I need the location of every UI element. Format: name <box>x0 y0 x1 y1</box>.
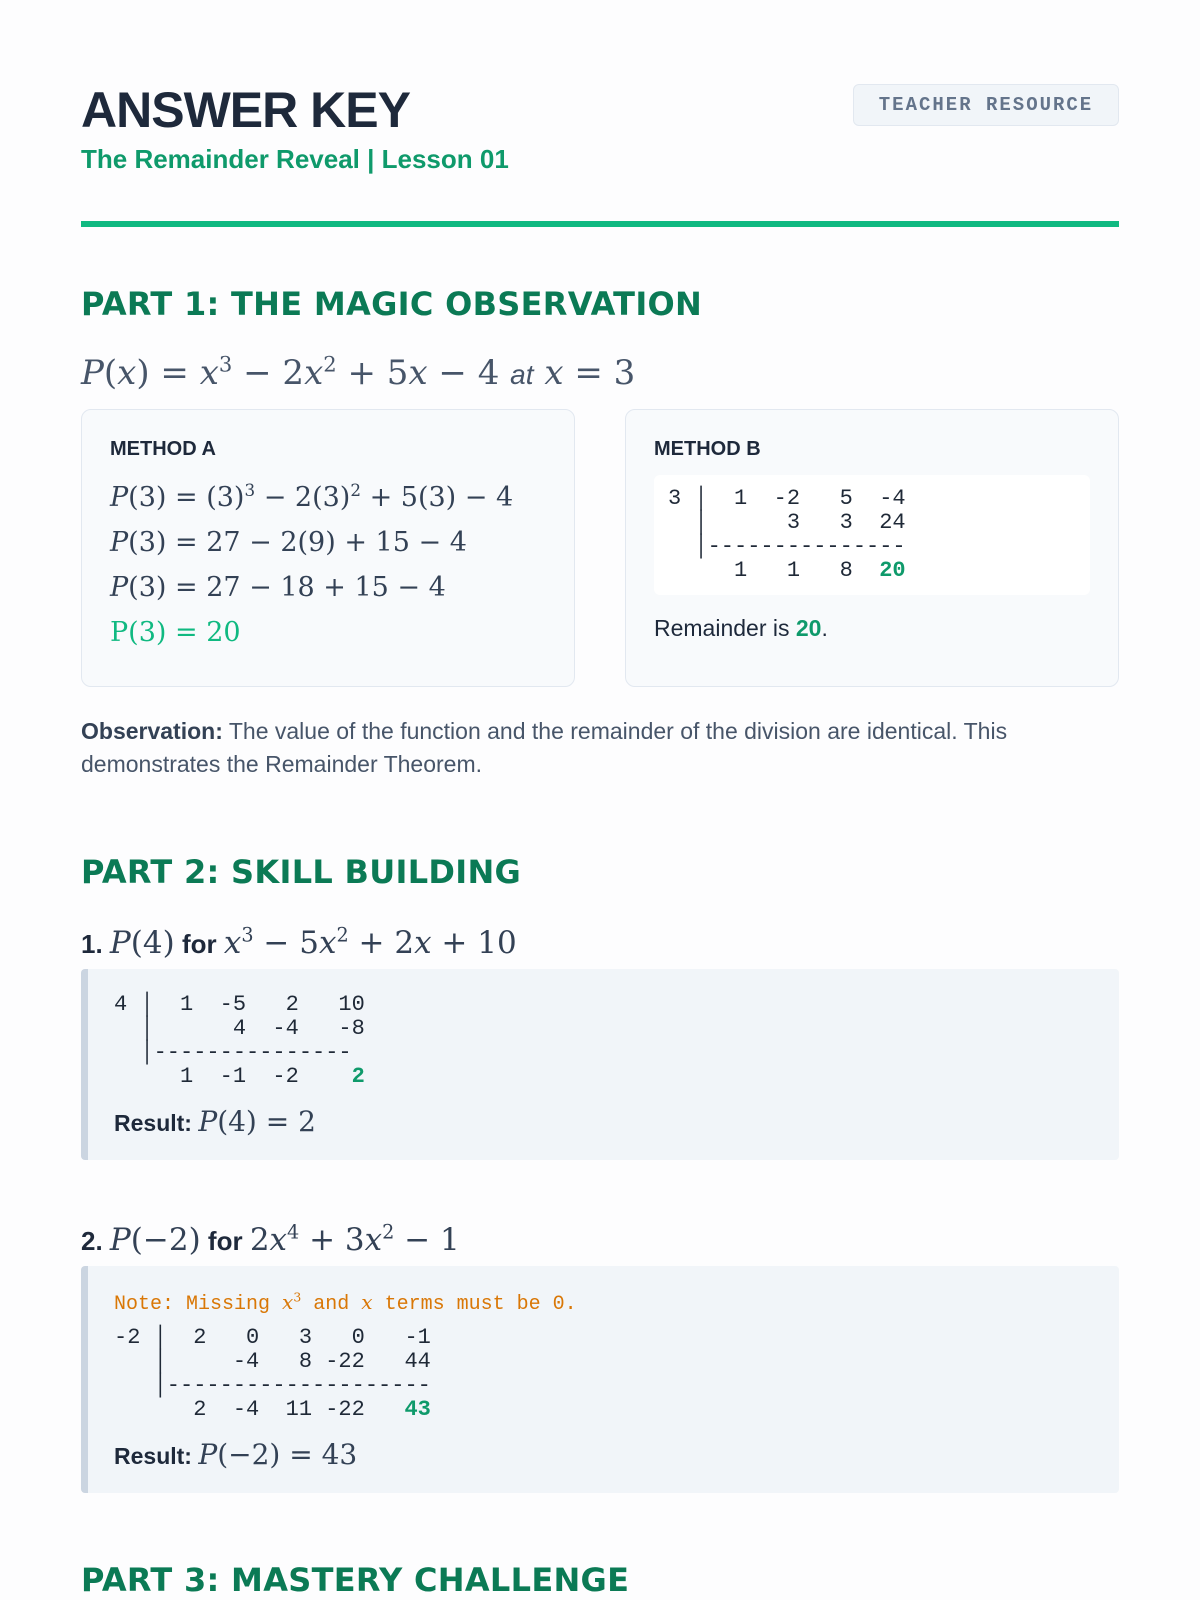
part1-equation: $P(x) = x^3 - 2x^2 + 5x - 4$ at x = 3 <box>81 351 636 393</box>
teacher-resource-badge: TEACHER RESOURCE <box>853 84 1119 126</box>
synthetic-division-problem-2: -2 │ 2 0 3 0 -1 │ -4 8 -22 44 │-------------------- 2 -4 11 -22 43 <box>114 1325 431 1422</box>
problem-2-heading: 2. P(−2) for $2x^4 + 3x^2 - 1$ <box>81 1220 460 1258</box>
synthetic-division-problem-1: 4 │ 1 -5 2 10 │ 4 -4 -8 │--------------- 1 -1 -2 2 <box>114 992 365 1089</box>
part1-title: PART 1: THE MAGIC OBSERVATION <box>81 285 703 323</box>
problem-1-result: Result: P(4) = 2 <box>114 1105 316 1138</box>
lesson-subtitle: The Remainder Reveal | Lesson 01 <box>81 144 509 174</box>
method-a-card <box>81 409 575 687</box>
method-a-final: P(3) = 20 <box>110 617 241 648</box>
synthetic-division-part1: 3 │ 1 -2 5 -4 │ 3 3 24 │--------------- 1 1 8 20 <box>668 486 906 583</box>
method-a-label: METHOD A <box>110 438 216 460</box>
problem-1-solution <box>81 969 1119 1160</box>
observation: Observation: The value of the function and the remainder of the division are identical. This demonstrates the Remainder Theorem. <box>81 718 1008 777</box>
methods-row <box>81 409 1119 687</box>
method-a-line: P(3) = 27 − 18 + 15 − 4 <box>110 572 446 603</box>
problem-2-result: Result: P(−2) = 43 <box>114 1438 358 1471</box>
method-a-line: $P(3) = (3)^3 - 2(3)^2 + 5(3) - 4$ <box>110 480 514 513</box>
part3-title: PART 3: MASTERY CHALLENGE <box>81 1561 630 1599</box>
page-title: ANSWER KEY <box>81 82 410 138</box>
remainder-statement: Remainder is 20. <box>654 615 828 641</box>
method-b-label: METHOD B <box>654 438 761 460</box>
method-a-line: P(3) = 27 − 2(9) + 15 − 4 <box>110 527 467 558</box>
problem-1-heading: 1. P(4) for $x^3 - 5x^2 + 2x + 10$ <box>81 923 517 961</box>
header-divider <box>81 221 1119 227</box>
missing-terms-note: Note: Missing $x^3$ and x terms must be 0. <box>114 1289 577 1316</box>
problem-2-solution <box>81 1266 1119 1493</box>
synthetic-division-box <box>654 475 1090 595</box>
part2-title: PART 2: SKILL BUILDING <box>81 853 522 891</box>
remainder-value: 20 <box>795 615 822 641</box>
method-b-card <box>625 409 1119 687</box>
header <box>81 0 1119 218</box>
